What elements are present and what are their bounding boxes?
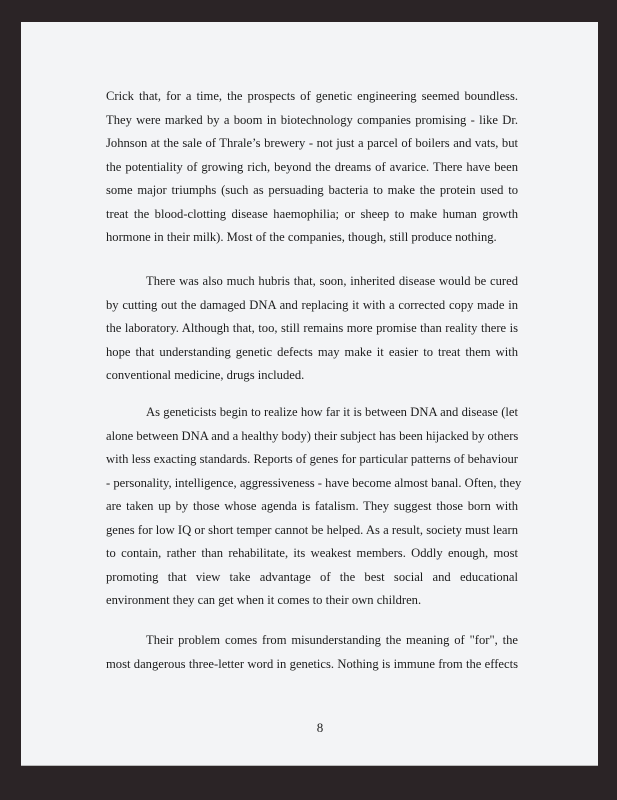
text-line: environment they can get when it comes to their own children. [106, 593, 422, 607]
text-line: treat the blood-clotting disease haemophilia; or sheep to make human growth [106, 206, 518, 221]
text-line: conventional medicine, drugs included. [106, 368, 305, 382]
text-line: to contain, rather than rehabilitate, its weakest members. Oddly enough, most [106, 546, 518, 560]
text-line: some major triumphs (such as persuading bacteria to make the protein used to [106, 183, 518, 197]
text-line: hope that understanding genetic defects may make it easier to treat them with [106, 344, 518, 359]
text-line: They were marked by a boom in biotechnology companies promising - like Dr. [106, 112, 518, 127]
paragraph-1 [106, 85, 518, 250]
text-line: by cutting out the damaged DNA and replacing it with a corrected copy made in [106, 297, 518, 312]
text-line: alone between DNA and a healthy body) their subject has been hijacked by others [106, 428, 519, 443]
paragraph-3 [106, 401, 522, 613]
text-line: There was also much hubris that, soon, inherited disease would be cured [146, 274, 518, 288]
text-line: genes for low IQ or short temper cannot be helped. As a result, society must learn [106, 522, 518, 537]
text-line: most dangerous three-letter word in genetics. Nothing is immune from the effects [106, 656, 518, 671]
text-line: are taken up by those whose agenda is fatalism. They suggest those born with [106, 499, 518, 513]
text-line: the laboratory. Although that, too, still remains more promise than reality there is [106, 321, 518, 335]
text-line: Crick that, for a time, the prospects of genetic engineering seemed boundless. [106, 89, 518, 103]
paragraph-2 [106, 270, 518, 388]
text-line: promoting that view take advantage of the best social and educational [106, 569, 518, 584]
text-line: As geneticists begin to realize how far it is between DNA and disease (let [146, 405, 518, 419]
text-line: - personality, intelligence, aggressiveness - have become almost banal. Often, they [106, 475, 522, 490]
text-line: with less exacting standards. Reports of genes for particular patterns of behaviour [106, 452, 518, 466]
text-line: Their problem comes from misunderstanding the meaning of "for", the [146, 633, 518, 647]
text-line: the potentiality of growing rich, beyond the dreams of avarice. There have been [106, 159, 518, 174]
text-line: hormone in their milk). Most of the companies, though, still produce nothing. [106, 230, 497, 244]
text-line: Johnson at the sale of Thrale’s brewery - not just a parcel of boilers and vats, but [106, 136, 518, 150]
page-number: 8 [316, 720, 324, 735]
paragraph-4 [106, 629, 518, 676]
